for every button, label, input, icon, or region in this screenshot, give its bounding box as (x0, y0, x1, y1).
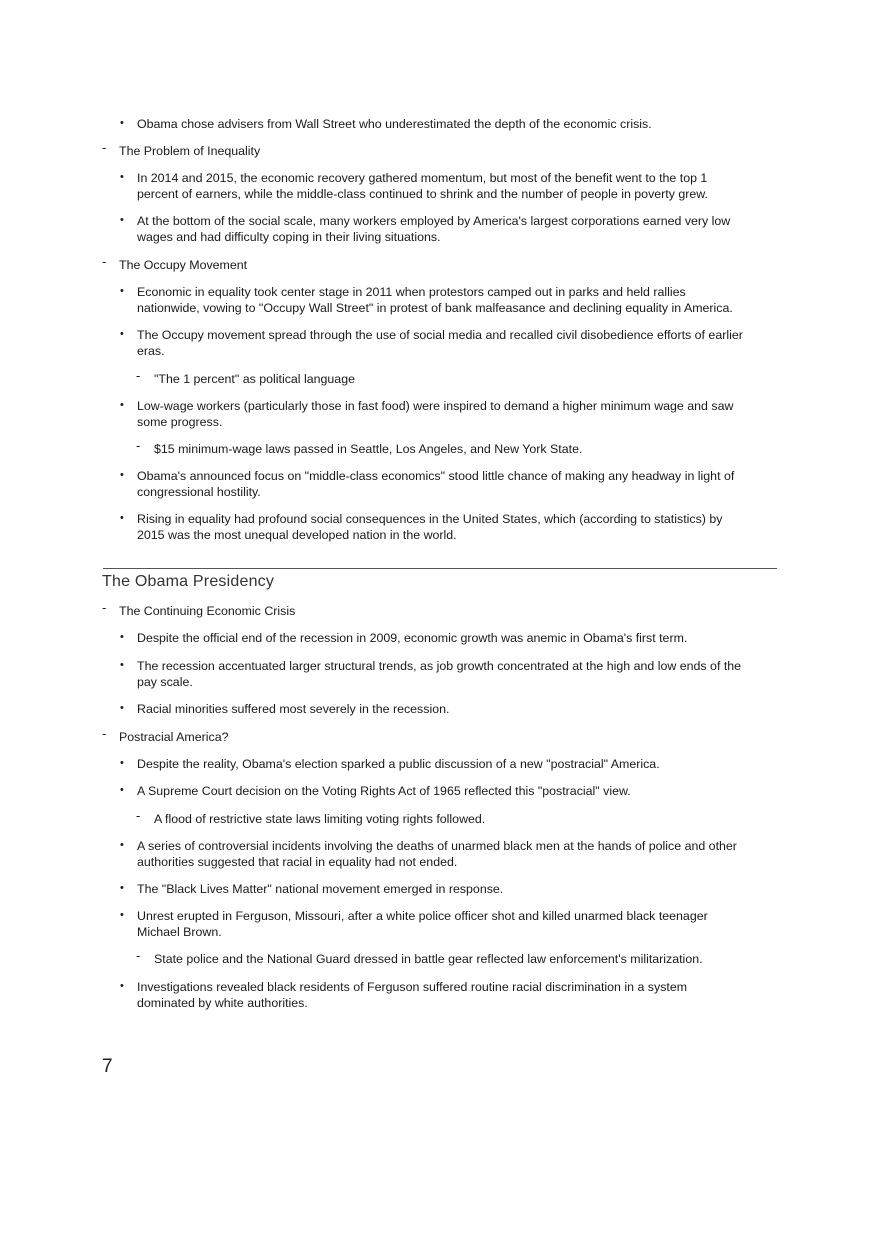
bullet-text: Despite the official end of the recession in 2009, economic growth was anemic in Obama's first term. (137, 631, 688, 645)
bullet-item (120, 117, 777, 133)
bullet-item (120, 882, 777, 898)
subheading-text: Postracial America? (119, 730, 229, 744)
sub-bullet-text: "The 1 percent" as political language (154, 372, 355, 386)
bullet-item (120, 214, 777, 245)
bullet-text: Rising in equality had profound social consequences in the United States, which (according to statistics) by (137, 512, 723, 526)
bullet-text: Despite the reality, Obama's election sparked a public discussion of a new "postracial" America. (137, 757, 660, 771)
bullet-marker: • (120, 214, 124, 226)
bullet-text: Unrest erupted in Ferguson, Missouri, after a white police officer shot and killed unarmed black teenager (137, 909, 708, 923)
bullet-text: A Supreme Court decision on the Voting Rights Act of 1965 reflected this "postracial" view. (137, 784, 631, 798)
bullet-text: The "Black Lives Matter" national movement emerged in response. (137, 882, 504, 896)
bullet-marker: • (120, 702, 124, 714)
bullet-marker: • (120, 117, 124, 129)
bullet-marker: • (120, 839, 124, 851)
subheading-item (102, 600, 779, 620)
sub-bullet-item (136, 438, 774, 458)
bullet-marker: • (120, 469, 124, 481)
bullet-text: percent of earners, while the middle-class continued to shrink and the number of people in poverty grew. (137, 186, 708, 201)
bullet-marker: • (120, 980, 124, 992)
bullet-marker: • (120, 631, 124, 643)
bullet-text: The Occupy movement spread through the use of social media and recalled civil disobedience efforts of earlier (137, 328, 743, 342)
bullet-item (120, 171, 777, 202)
bullet-text: Low-wage workers (particularly those in fast food) were inspired to demand a higher minimum wage and saw (137, 399, 734, 413)
bullet-text: The recession accentuated larger structural trends, as job growth concentrated at the high and low ends of the (137, 659, 742, 673)
bullet-item (120, 784, 777, 800)
bullet-item (120, 757, 777, 773)
bullet-marker: • (120, 399, 124, 411)
dash-marker: - (136, 808, 141, 823)
bullet-item (120, 512, 777, 543)
sub-bullet-text: $15 minimum-wage laws passed in Seattle, Los Angeles, and New York State. (154, 442, 583, 456)
bullet-text: 2015 was the most unequal developed nation in the world. (137, 527, 457, 542)
subheading-item (102, 254, 779, 274)
sub-bullet-text: State police and the National Guard dressed in battle gear reflected law enforcement's militarization. (154, 952, 703, 966)
bullet-marker: • (120, 285, 124, 297)
dash-marker: - (102, 140, 107, 155)
bullet-item (120, 839, 777, 870)
bullet-text: In 2014 and 2015, the economic recovery gathered momentum, but most of the benefit went to the top 1 (137, 171, 708, 185)
dash-marker: - (136, 948, 141, 963)
bullet-item (120, 285, 777, 316)
bullet-item (120, 469, 777, 500)
bullet-marker: • (120, 171, 124, 183)
bullet-text: nationwide, vowing to "Occupy Wall Street" in protest of bank malfeasance and declining equality in America. (137, 300, 733, 315)
bullet-text: A series of controversial incidents involving the deaths of unarmed black men at the hands of police and other (137, 839, 737, 853)
dash-marker: - (102, 726, 107, 741)
bullet-marker: • (120, 328, 124, 340)
bullet-text: eras. (137, 343, 165, 358)
bullet-item (120, 980, 777, 1011)
bullet-marker: • (120, 882, 124, 894)
bullet-text: dominated by white authorities. (137, 995, 308, 1010)
bullet-text: Racial minorities suffered most severely in the recession. (137, 702, 450, 716)
bullet-item (120, 631, 777, 647)
bullet-marker: • (120, 512, 124, 524)
bullet-text: Investigations revealed black residents of Ferguson suffered routine racial discrimination in a system (137, 980, 688, 994)
page-number: 7 (102, 1056, 113, 1077)
bullet-text: congressional hostility. (137, 484, 261, 499)
bullet-marker: • (120, 784, 124, 796)
bullet-item (120, 659, 777, 690)
bullet-text: Obama's announced focus on "middle-class economics" stood little chance of making any headway in light of (137, 469, 735, 483)
bullet-marker: • (120, 909, 124, 921)
bullet-text: pay scale. (137, 674, 193, 689)
dash-marker: - (136, 438, 141, 453)
section-divider (103, 568, 777, 569)
bullet-text: Obama chose advisers from Wall Street who underestimated the depth of the economic crisis. (137, 117, 652, 131)
subheading-text: The Continuing Economic Crisis (119, 604, 296, 618)
subheading-item (102, 726, 779, 746)
dash-marker: - (102, 254, 107, 269)
sub-bullet-item (136, 808, 774, 828)
bullet-text: authorities suggested that racial in equality had not ended. (137, 854, 458, 869)
bullet-item (120, 909, 777, 940)
subheading-text: The Occupy Movement (119, 258, 248, 272)
bullet-text: At the bottom of the social scale, many workers employed by America's largest corporations earned very low (137, 214, 731, 228)
subheading-text: The Problem of Inequality (119, 144, 261, 158)
bullet-marker: • (120, 659, 124, 671)
bullet-marker: • (120, 757, 124, 769)
dash-marker: - (136, 368, 141, 383)
subheading-item (102, 140, 779, 160)
section-title: The Obama Presidency (102, 573, 275, 590)
dash-marker: - (102, 600, 107, 615)
sub-bullet-text: A flood of restrictive state laws limiting voting rights followed. (154, 812, 486, 826)
bullet-item (120, 328, 777, 359)
bullet-text: Michael Brown. (137, 924, 222, 939)
bullet-item (120, 399, 777, 430)
bullet-text: some progress. (137, 414, 223, 429)
sub-bullet-item (136, 368, 774, 388)
bullet-text: Economic in equality took center stage in 2011 when protestors camped out in parks and held rallies (137, 285, 686, 299)
bullet-text: wages and had difficulty coping in their living situations. (137, 229, 441, 244)
sub-bullet-item (136, 948, 774, 968)
bullet-item (120, 702, 777, 718)
